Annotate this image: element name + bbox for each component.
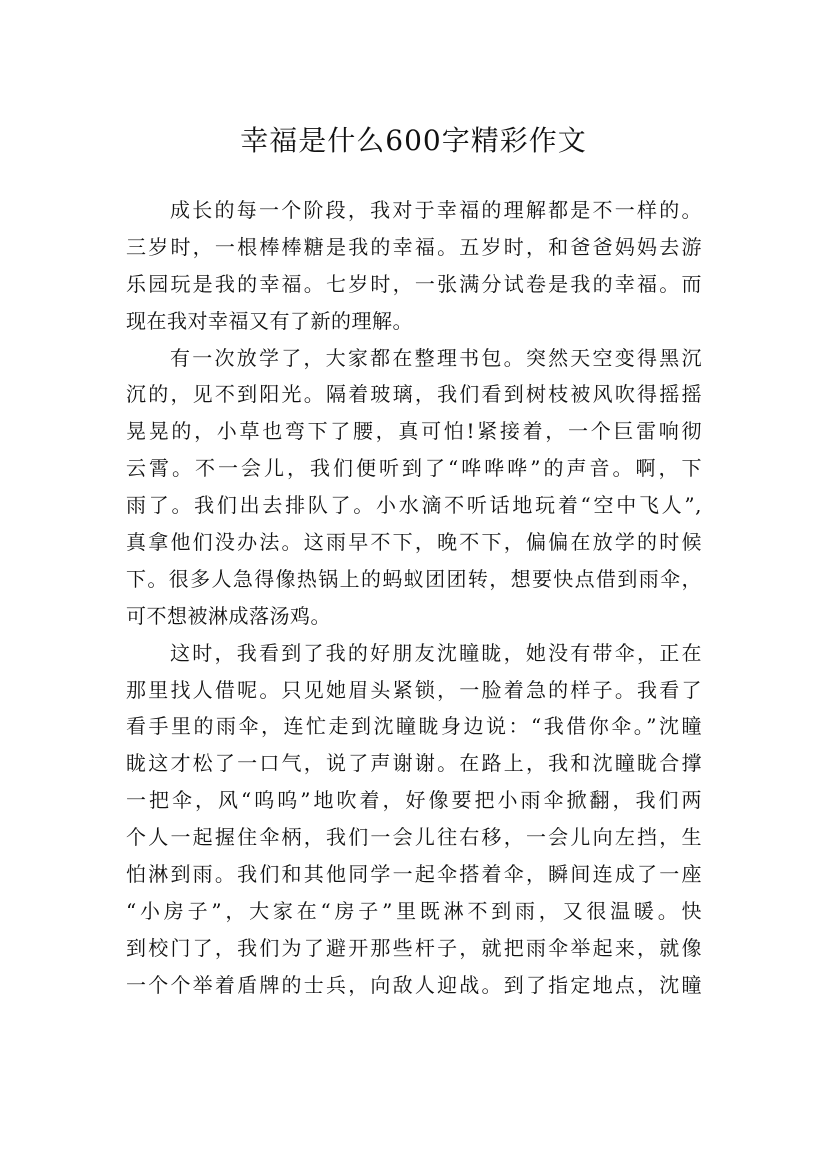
paragraph-2 bbox=[126, 340, 702, 635]
text-line: 那里找人借呢。只见她眉头紧锁，一脸着急的样子。我看了 bbox=[126, 677, 702, 702]
text-line: 一把伞，风“呜呜”地吹着，好像要把小雨伞掀翻，我们两 bbox=[126, 788, 702, 813]
essay-body bbox=[126, 192, 702, 1004]
text-line: 成长的每一个阶段，我对于幸福的理解都是不一样的。 bbox=[170, 198, 702, 222]
text-line: 眬这才松了一口气，说了声谢谢。在路上，我和沈瞳眬合撑 bbox=[126, 751, 702, 776]
text-line: 个人一起握住伞柄，我们一会儿往右移，一会儿向左挡，生 bbox=[126, 825, 702, 850]
text-line: 一个个举着盾牌的士兵，向敌人迎战。到了指定地点，沈瞳 bbox=[126, 972, 702, 997]
document-title: 幸福是什么600字精彩作文 bbox=[240, 123, 587, 157]
text-line: 云霄。不一会儿，我们便听到了“哗哗哗”的声音。啊，下 bbox=[126, 456, 702, 481]
text-line: 怕淋到雨。我们和其他同学一起伞搭着伞，瞬间连成了一座 bbox=[126, 862, 702, 887]
text-line: 看手里的雨伞，连忙走到沈瞳眬身边说：“我借你伞。”沈瞳 bbox=[126, 714, 702, 739]
text-line: 真拿他们没办法。这雨早不下，晚不下，偏偏在放学的时候 bbox=[126, 530, 702, 555]
text-line: 雨了。我们出去排队了。小水滴不听话地玩着“空中飞人”, bbox=[126, 493, 702, 518]
text-line: 这时，我看到了我的好朋友沈瞳眬，她没有带伞，正在 bbox=[170, 640, 702, 665]
text-line: 到校门了，我们为了避开那些杆子，就把雨伞举起来，就像 bbox=[126, 935, 702, 960]
text-line: 有一次放学了，大家都在整理书包。突然天空变得黑沉 bbox=[170, 345, 702, 370]
text-line: 现在我对幸福又有了新的理解。 bbox=[126, 308, 413, 333]
text-line: 乐园玩是我的幸福。七岁时，一张满分试卷是我的幸福。而 bbox=[126, 271, 702, 296]
text-line: 晃晃的，小草也弯下了腰，真可怕!紧接着，一个巨雷响彻 bbox=[126, 419, 702, 444]
text-line: 下。很多人急得像热锅上的蚂蚁团团转，想要快点借到雨伞， bbox=[126, 566, 702, 591]
paragraph-3 bbox=[126, 635, 702, 1004]
text-line: 可不想被淋成落汤鸡。 bbox=[126, 603, 331, 628]
text-line: 沉的，见不到阳光。隔着玻璃，我们看到树枝被风吹得摇摇 bbox=[126, 382, 702, 407]
text-line: “小房子”，大家在“房子”里既淋不到雨，又很温暖。快 bbox=[126, 898, 702, 923]
text-line: 三岁时，一根棒棒糖是我的幸福。五岁时，和爸爸妈妈去游 bbox=[126, 234, 702, 259]
paragraph-1 bbox=[126, 192, 702, 340]
